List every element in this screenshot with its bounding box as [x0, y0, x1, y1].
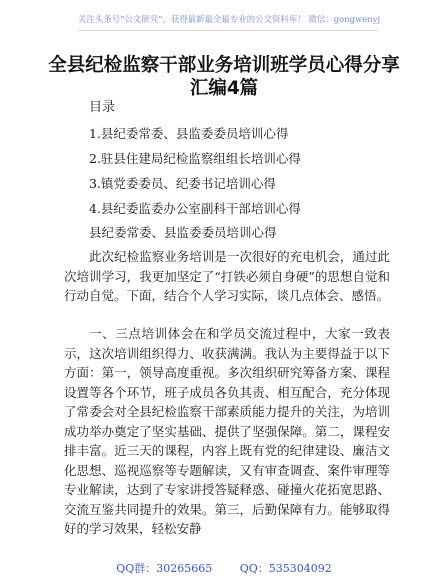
footer-contact	[0, 560, 448, 576]
qq-group-label: QQ群：30265665	[116, 562, 213, 575]
document-title: 全县纪检监察干部业务培训班学员心得分享汇编4篇	[48, 55, 400, 99]
toc-heading: 目录	[89, 100, 116, 115]
toc-item: 3.镇党委委员、纪委书记培训心得	[89, 176, 276, 191]
qq-label: QQ：535304092	[239, 562, 332, 575]
toc-item: 1.县纪委常委、县监委委员培训心得	[89, 126, 289, 141]
toc-item: 2.驻县住建局纪检监察组组长培训心得	[89, 151, 301, 166]
section-heading: 县纪委常委、县监委委员培训心得	[89, 225, 277, 240]
toc-item: 4.县纪委监委办公室副科干部培训心得	[89, 201, 301, 216]
body-paragraph: 一、三点培训体会在和学员交流过程中，大家一致表示，这次培训组织得力、收获满满。我认为主要得益于以下方面：第一，领导高度重视。多次组织研究筹备方案、课程设置等各个环节，班子成员各负其责、相互配合，充分体现了常委会对全县纪检监察干部素质能力提升的关注，为培训成功举办奠定了坚实基础、提供了坚强保障。第二，课程安排丰富。近三天的课程，内容上既有党的纪律建设、廉洁文化思想、巡视巡察等专题解读，又有审查调查、案件审理等专业解读，达到了专家讲授答疑释惑、碰撞火花拓宽思路、交流互鉴共同提升的效果。第三，后勤保障有力。能够取得好的学习效果，轻松安静	[64, 326, 390, 536]
header-banner: 关注头条号“公文研究”，获得最新最全最专业的公文资料库！ 微信：gongwenyj	[78, 8, 378, 31]
body-paragraph: 此次纪检监察业务培训是一次很好的充电机会，通过此次培训学习，我更加坚定了“打铁必须自身硬”的思想自觉和行动自觉。下面，结合个人学习实际，谈几点体会、感悟。	[64, 249, 390, 303]
